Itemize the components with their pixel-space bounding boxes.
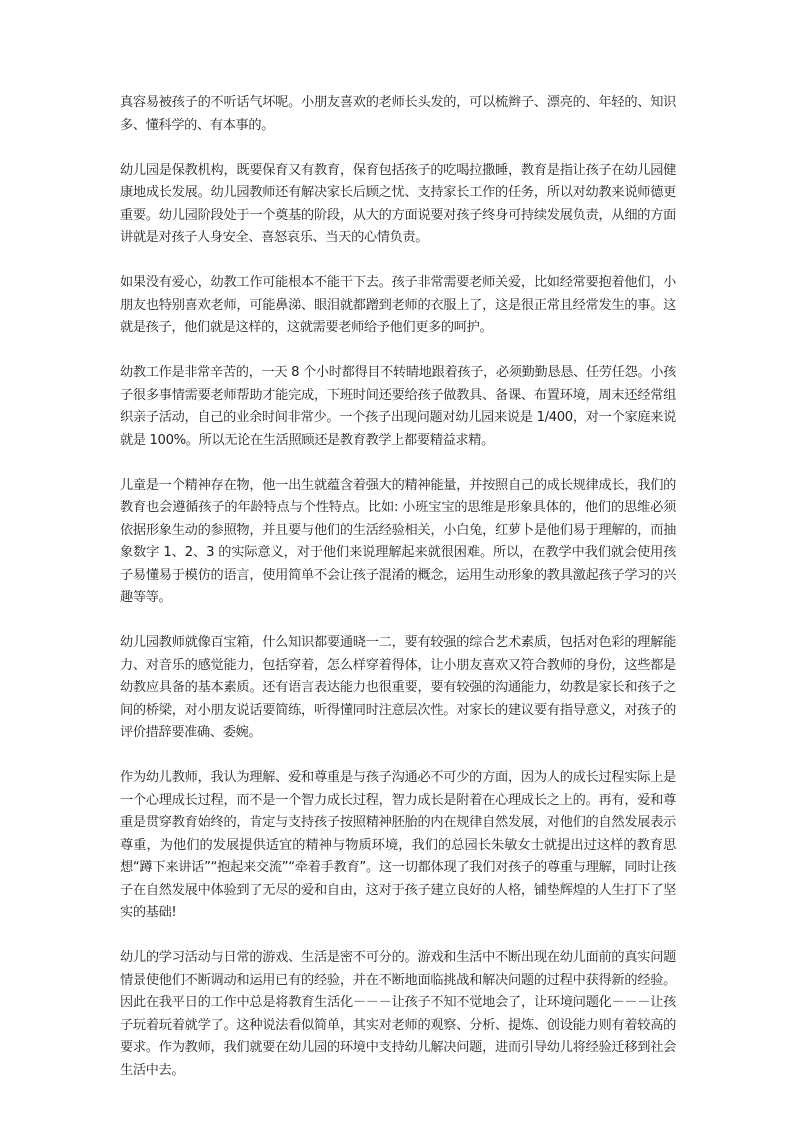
paragraph-2: 幼儿园是保教机构，既要保育又有教育，保育包括孩子的吃喝拉撒睡，教育是指让孩子在幼儿园健康地成长发展。幼儿园教师还有解决家长后顾之忧、支持家长工作的任务，所以对幼教来说师德更重要。幼儿园阶段处于一个奠基的阶段，从大的方面说要对孩子终身可持续发展负责，从细的方面讲就是对孩子人身安全、喜怒哀乐、当天的心情负责。 xyxy=(120,162,676,245)
paragraph-3: 如果没有爱心，幼教工作可能根本不能干下去。孩子非常需要老师关爱，比如经常要抱着他们，小朋友也特别喜欢老师，可能鼻涕、眼泪就都蹭到老师的衣服上了，这是很正常且经常发生的事。这就是孩子，他们就是这样的，这就需要老师给予他们更多的呵护。 xyxy=(120,275,676,335)
document-body xyxy=(120,92,676,1105)
paragraph-6: 幼儿园教师就像百宝箱，什么知识都要通晓一二，要有较强的综合艺术素质，包括对色彩的理解能力、对音乐的感觉能力，包括穿着，怎么样穿着得体，让小朋友喜欢又符合教师的身份，这些都是幼教应具备的基本素质。还有语言表达能力也很重要，要有较强的沟通能力，幼教是家长和孩子之间的桥梁，对小朋友说话要简练，听得懂同时注意层次性。对家长的建议要有指导意义，对孩子的评价措辞要准确、委婉。 xyxy=(120,635,676,740)
paragraph-4: 幼教工作是非常辛苦的，一天 8 个小时都得目不转睛地跟着孩子，必须勤勤恳恳、任劳任怨。小孩子很多事情需要老师帮助才能完成，下班时间还要给孩子做教具、备课、布置环境，周末还经常组织亲子活动，自己的业余时间非常少。一个孩子出现问题对幼儿园来说是 1/400，对一个家庭来说就是 100%。所以无论在生活照顾还是教育教学上都要精益求精。 xyxy=(120,365,676,448)
paragraph-1: 真容易被孩子的不听话气坏呢。小朋友喜欢的老师长头发的，可以梳辫子、漂亮的、年轻的、知识多、懂科学的、有本事的。 xyxy=(120,95,676,133)
paragraph-7: 作为幼儿教师，我认为理解、爱和尊重是与孩子沟通必不可少的方面，因为人的成长过程实际上是一个心理成长过程，而不是一个智力成长过程，智力成长是附着在心理成长之上的。再有，爱和尊重是贯穿教育始终的，肯定与支持孩子按照精神胚胎的内在规律自然发展，对他们的自然发展表示尊重，为他们的发展提供适宜的精神与物质环境，我们的总园长朱敏女士就提出过这样的教育思想“蹲下来讲话”“抱起来交流”“牵着手教育”。这一切都体现了我们对孩子的尊重与理解，同时让孩子在自然发展中体验到了无尽的爱和自由，这对于孩子建立良好的人格，铺垫辉煌的人生打下了坚实的基础! xyxy=(120,770,676,920)
paragraph-8: 幼儿的学习活动与日常的游戏、生活是密不可分的。游戏和生活中不断出现在幼儿面前的真实问题情景使他们不断调动和运用已有的经验，并在不断地面临挑战和解决问题的过程中获得新的经验。因此在我平日的工作中总是将教育生活化－－－让孩子不知不觉地会了，让环境问题化－－－让孩子玩着玩着就学了。这种说法看似简单，其实对老师的观察、分析、提炼、创设能力则有着较高的要求。作为教师，我们就要在幼儿园的环境中支持幼儿解决问题，进而引导幼儿将经验迁移到社会生活中去。 xyxy=(120,950,676,1078)
paragraph-5: 儿童是一个精神存在物，他一出生就蕴含着强大的精神能量，并按照自己的成长规律成长，我们的教育也会遵循孩子的年龄特点与个性特点。比如: 小班宝宝的思维是形象具体的，他们的思维必须依据形象生动的参照物，并且要与他们的生活经验相关，小白兔，红萝卜是他们易于理解的，而抽象数字 1、2、3 的实际意义，对于他们来说理解起来就很困难。所以，在教学中我们就会使用孩子易懂易于模仿的语言，使用简单不会让孩子混淆的概念，运用生动形象的教具激起孩子学习的兴趣等等。 xyxy=(120,477,676,605)
